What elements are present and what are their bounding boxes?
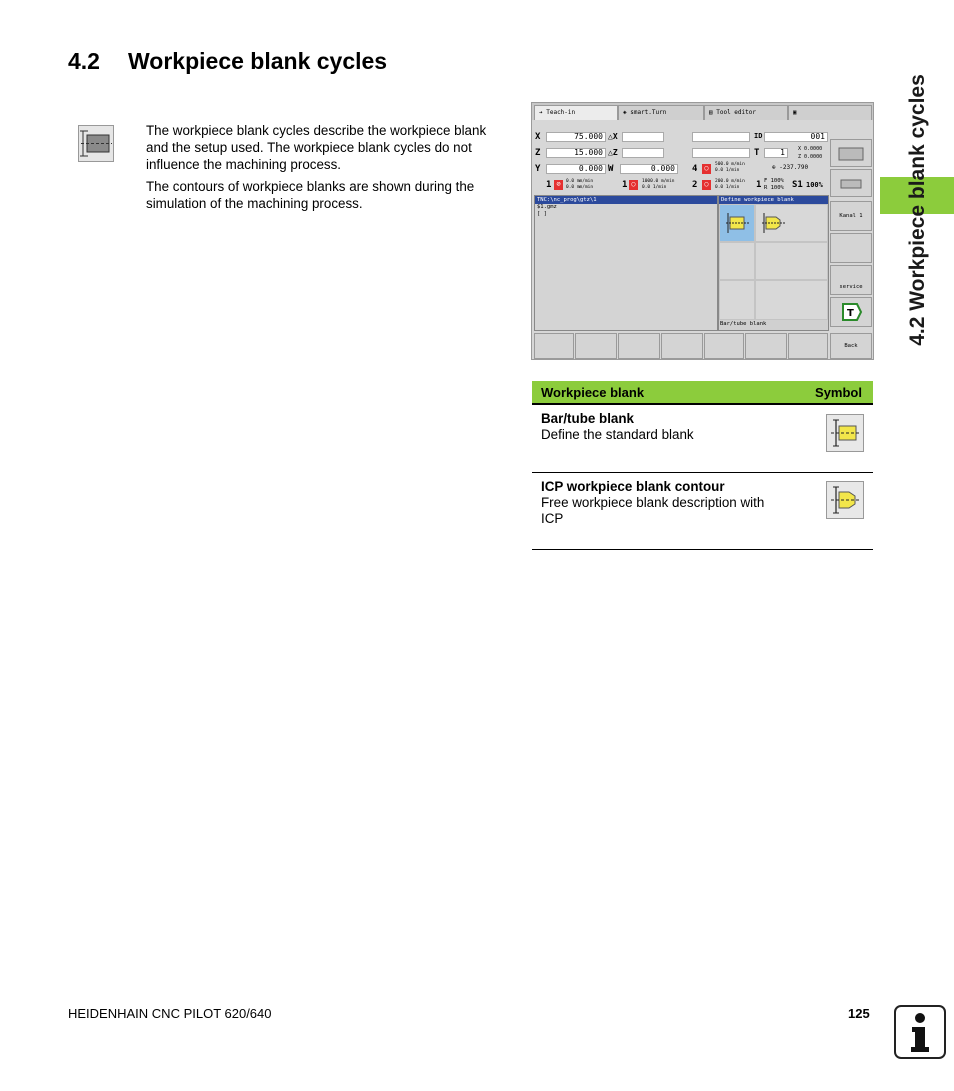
aux-field-2 [692,148,750,158]
row-desc: Define the standard blank [541,427,694,442]
delta-z-icon: △Z [608,148,618,157]
aux-field-1 [692,132,750,142]
cnc-screenshot [531,102,874,360]
tab-teach-in[interactable] [534,105,618,120]
channel-4: 4 [692,164,698,174]
t-value: 1 [764,148,788,158]
info-glyph [896,1007,944,1057]
empty-cell [719,280,755,320]
feed-4-line-1: 200.0 m/min [715,179,745,184]
service-label: service [839,284,863,290]
row-desc: Free workpiece blank description with ICP [541,495,765,526]
section-title [68,48,387,75]
section-number: 4.2 [68,48,100,74]
side-title [898,30,938,390]
program-path: TNC:\nc_prog\gtz\1 [535,196,717,204]
softkey-7[interactable] [788,333,828,359]
tool-icon [831,170,871,196]
workpiece-blank-table [532,381,873,550]
delta-x-field [622,132,664,142]
feed-override: F 100% [764,178,784,184]
tab-save[interactable] [788,105,872,120]
feed-4 [715,179,745,191]
machine-view-softkey[interactable] [830,139,872,167]
page-number: 125 [848,1006,870,1021]
tool-table-softkey[interactable] [830,297,872,327]
feed-1-line-1: 0.0 mm/min [566,179,594,184]
info-icon [894,1005,946,1059]
rapid-override: R 100% [764,185,784,191]
icp-blank-symbol-icon [826,481,864,519]
softkey-2[interactable] [575,333,617,359]
feed-3 [715,162,745,174]
define-blank-title: Define workpiece blank [719,196,828,204]
x-value: 75.000 [546,132,606,142]
feed-2 [642,179,675,191]
arrow-icon: ➔ [539,109,547,116]
feed-3-line-2: 0.0 1/min [715,168,740,173]
table-row [532,405,873,473]
softkey-5[interactable] [704,333,744,359]
w-value: 0.000 [620,164,678,174]
y-value: 0.000 [546,164,606,174]
save-icon: ▣ [793,109,797,116]
program-pane [534,195,718,331]
tab-tool-editor[interactable] [704,105,788,120]
softkey-4[interactable] [661,333,703,359]
bar-blank-symbol-icon [826,414,864,452]
override-readout [764,178,784,192]
channel-1b: 1 [622,180,628,190]
empty-cell [755,242,828,280]
tool-offsets: X 0.0000 Z 0.0000 [798,146,823,160]
z-label: Z [535,148,541,158]
bar-blank-caption: Bar/tube blank [720,321,767,327]
side-title-text: 4.2 Workpiece blank cycles [906,74,929,346]
feed-3-line-1: 500.0 m/min [715,162,745,167]
tab-label: Teach-in [546,109,576,116]
feed-2-line-2: 0.0 1/min [642,185,667,190]
spindle-icon-2: ○ [629,180,638,190]
z-value: 15.000 [546,148,606,158]
s1-value: 100% [806,181,823,189]
channel-1c: 1 [756,180,762,190]
x-label: X [535,132,541,142]
softkey-1[interactable] [534,333,574,359]
channel-2: 2 [692,180,698,190]
footer-product: HEIDENHAIN CNC PILOT 620/640 [68,1006,272,1021]
tool-z-offset: 0.0000 [804,154,823,160]
icp-blank-icon [756,205,790,241]
back-softkey[interactable]: Back [830,333,872,359]
angle-value: -237.790 [779,164,809,171]
bar-blank-icon [720,205,754,241]
tool-table-icon [831,298,871,326]
page-icon: ▤ [709,109,717,116]
spindle-icon-1: ⊘ [554,180,563,190]
icp-blank-option[interactable] [755,204,828,242]
tool-view-softkey[interactable] [830,169,872,197]
tool-x-offset: 0.0000 [804,146,823,152]
program-file: $1.gmz [537,204,557,210]
delta-z-field [622,148,664,158]
feed-4-line-2: 0.0 1/min [715,185,740,190]
feed-2-line-1: 1000.0 m/min [642,179,675,184]
empty-cell [719,242,755,280]
row-title: ICP workpiece blank contour [541,479,725,494]
service-softkey[interactable] [830,265,872,295]
header-workpiece-blank: Workpiece blank [541,384,645,400]
svg-text:T: T [847,308,854,319]
s1-label: S1 [792,180,803,190]
bar-tube-blank-option[interactable] [719,204,755,242]
feed-1 [566,179,593,191]
spindle-icon-3: ○ [702,180,711,190]
delta-x-icon: △X [608,132,618,141]
kanal-softkey[interactable]: Kanal 1 [830,201,872,231]
contour-paragraph: The contours of workpiece blanks are shown during the simulation of the machining process. [146,179,475,211]
header-symbol: Symbol [815,384,862,400]
softkey-6[interactable] [745,333,787,359]
tab-label: smart.Turn [630,109,667,116]
t-label: T [754,148,760,158]
define-blank-pane [718,195,829,331]
section-title-text: Workpiece blank cycles [128,48,388,74]
channel-1a: 1 [546,180,552,190]
id-label: ID [754,132,763,140]
feed-1-line-2: 0.0 mm/min [566,185,594,190]
id-value: 001 [764,132,828,142]
machine-icon [831,140,871,166]
program-brackets: [ ] [537,211,547,217]
empty-cell [755,280,828,320]
w-label: W [608,164,614,174]
blank-softkey[interactable] [830,233,872,263]
tab-smart-turn[interactable] [618,105,704,120]
intro-paragraph: The workpiece blank cycles describe the workpiece blank and the setup used. The workpiece blank cycles do not influence the machining process. [146,123,487,172]
y-label: Y [535,164,541,174]
tab-label: Tool editor [716,109,756,116]
arrow-icon: ◈ [623,109,631,116]
table-header [532,381,873,405]
row-title: Bar/tube blank [541,411,635,426]
softkey-3[interactable] [618,333,660,359]
workpiece-blank-icon [78,125,114,162]
table-row [532,473,873,550]
spindle-stop-icon: ○ [702,164,711,174]
angle-readout: ⊕ -237.790 [772,164,809,171]
